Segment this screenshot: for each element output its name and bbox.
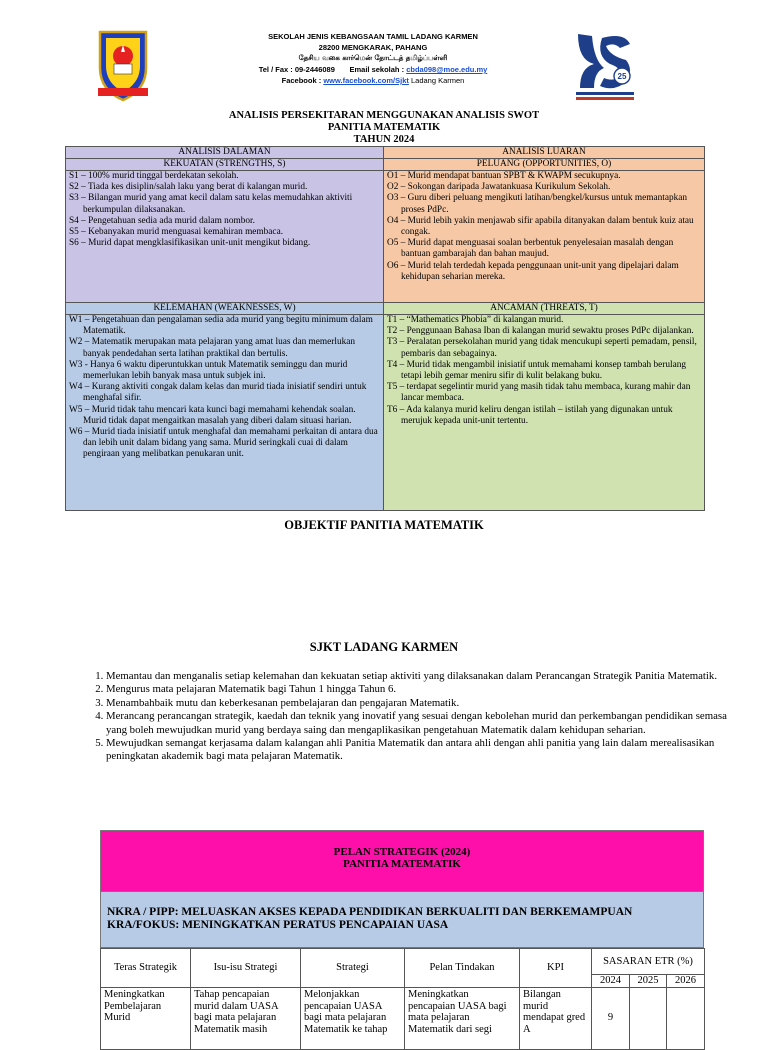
cell-teras: Meningkatkan Pembelajaran Murid [101, 987, 191, 1049]
strengths-cell [66, 171, 384, 303]
strengths-header: KEKUATAN (STRENGTHS, S) [66, 159, 384, 171]
plan-nkra-box [100, 892, 704, 948]
col-teras: Teras Strategik [101, 949, 191, 988]
weakness-item: W3 - Hanya 6 waktu diperuntukkan untuk Matematik seminggu dan murid memerlukan lebih banyak masa untuk subjek ini. [69, 359, 348, 382]
weakness-item: W5 – Murid tidak tahu mencari kata kunci bagi memahami kehendak soalan. Murid tidak dapat mengaitkan masalah yang diberi dalam situasi harian. [69, 404, 356, 426]
objective-item: 1. Memantau dan menganalis setiap kelemahan dan kekuatan setiap aktiviti yang dilaksanakan dalam Perancangan Strategik Panitia Matematik. [106, 670, 746, 683]
school-tamil-name: தேசிய வகை கார்மென் தோட்டத் தமிழ்ப்பள்ளி [298, 54, 448, 62]
doc-title-line2: PANITIA MATEMATIK [327, 122, 441, 133]
school-crest-logo [94, 28, 152, 102]
doc-title-line3: TAHUN 2024 [353, 134, 415, 145]
strategic-plan [100, 830, 704, 1050]
opportunity-item: O1 – Murid mendapat bantuan SPBT & KWAPM secukupnya. [387, 171, 621, 181]
col-year-2025: 2025 [630, 975, 667, 988]
cell-isu: Tahap pencapaian murid dalam UASA bagi mata pelajaran Matematik masih [191, 987, 301, 1049]
facebook-line [200, 75, 546, 86]
cell-pelan: Meningkatkan pencapaian UASA bagi mata pelajaran Matematik dari segi [405, 987, 520, 1049]
svg-text:25: 25 [617, 72, 627, 81]
opportunity-item: O5 – Murid dapat menguasai soalan berbentuk penyelesaian masalah dengan bantuan gambarajah dan bahan maujud. [387, 238, 674, 260]
email-label: Email sekolah : [349, 65, 405, 74]
plan-header [100, 830, 704, 892]
plan-subtitle: PANITIA MATEMATIK [343, 858, 461, 870]
col-isu: Isu-isu Strategi [191, 949, 301, 988]
col-year-2026: 2026 [667, 975, 705, 988]
letterhead [0, 0, 768, 110]
cell-kpi: Bilangan murid mendapat gred A [520, 987, 592, 1049]
objectives-list [78, 670, 746, 764]
threat-item: T6 – Ada kalanya murid keliru dengan istilah – istilah yang digunakan untuk merujuk kepada unit-unit tertentu. [387, 404, 673, 426]
plan-table [100, 948, 705, 1050]
opportunity-item: O4 – Murid lebih yakin menjawab sifir apabila ditanyakan dalam bentuk kuiz atau congak. [387, 215, 694, 238]
strength-item: S1 – 100% murid tinggal berdekatan sekolah. [69, 171, 239, 181]
weakness-item: W2 – Matematik merupakan mata pelajaran yang amat luas dan memerlukan banyak pendedahan serta latihan praktikal dan bertulis. [69, 337, 356, 359]
facebook-suffix: Ladang Karmen [410, 76, 465, 85]
objective-item: 5. Mewujudkan semangat kerjasama dalam kalangan ahli Panitia Matematik dan antara ahli dengan ahli panitia yang lain dalam merealisasikan peningkatan akademik bagi mata pelajaran Matematik. [106, 737, 746, 764]
school-address: 28200 MENGKARAK, PAHANG [318, 43, 428, 52]
objective-item: 4. Merancang perancangan strategik, kaedah dan teknik yang inovatif yang sesuai dengan kebolehan murid dan perkembangan pendidikan semasa yang boleh mewujudkan murid yang berdaya saing dan mengaplikasikan pengetahuan Matematik dalam kehidupan seharian. [106, 710, 746, 737]
col-pelan: Pelan Tindakan [405, 949, 520, 988]
weaknesses-header: KELEMAHAN (WEAKNESSES, W) [66, 303, 384, 315]
strength-item: S5 – Kebanyakan murid menguasai kemahiran membaca. [69, 227, 284, 238]
plan-title: PELAN STRATEGIK (2024) [333, 846, 471, 858]
facebook-link[interactable]: www.facebook.com/Sjkt [323, 76, 409, 85]
threat-item: T1 – “Mathematics Phobia” di kalangan murid. [387, 315, 564, 325]
cell-target-2024: 9 [592, 987, 630, 1049]
school-name: SEKOLAH JENIS KEBANGSAAN TAMIL LADANG KARMEN [268, 32, 478, 41]
col-kpi: KPI [520, 949, 592, 988]
contact-line [200, 64, 546, 75]
weakness-item: W4 – Kurang aktiviti congak dalam kelas dan murid tiada inisiatif sendiri untuk menghafal sifir. [69, 382, 367, 404]
objectives-heading: OBJEKTIF PANITIA MATEMATIK [284, 518, 484, 532]
email-link[interactable]: cbda098@moe.edu.my [406, 65, 488, 74]
opportunity-item: O6 – Murid telah terdedah kepada penggunaan unit-unit yang dipelajari dalam kehidupan seharian mereka. [387, 260, 679, 282]
swot-table [65, 146, 705, 511]
threats-header: ANCAMAN (THREATS, T) [384, 303, 705, 315]
cell-target-2026 [667, 987, 705, 1049]
cell-strategi: Melonjakkan pencapaian UASA bagi mata pelajaran Matematik ke tahap [301, 987, 405, 1049]
col-sasaran: SASARAN ETR (%) [592, 949, 705, 975]
threat-item: T4 – Murid tidak mengambil inisiatif untuk memahami konsep tambah berulang tetapi lebih gemar meniru sifir di kulit belakang buku. [387, 359, 686, 382]
school-heading: SJKT LADANG KARMEN [309, 640, 459, 654]
threats-cell [384, 315, 705, 511]
nkra-text: NKRA / PIPP: MELUASKAN AKSES KEPADA PENDIDIKAN BERKUALITI DAN BERKEMAMPUAN [107, 906, 633, 918]
ministry-25-logo [574, 30, 636, 102]
opportunities-cell [384, 171, 705, 303]
opportunity-item: O3 – Guru diberi peluang mengikuti latihan/bengkel/kursus untuk memantapkan proses PdPc. [387, 193, 688, 215]
threat-item: T5 – terdapat segelintir murid yang masih tidak tahu membaca, kurang mahir dan lancar membaca. [387, 382, 691, 404]
opportunity-item: O2 – Sokongan daripada Jawatankuasa Kurikulum Sekolah. [387, 182, 611, 193]
facebook-label: Facebook : [281, 76, 322, 85]
strength-item: S6 – Murid dapat mengklasifikasikan unit-unit mengikut bidang. [69, 238, 311, 249]
internal-analysis-header: ANALISIS DALAMAN [66, 147, 384, 159]
weaknesses-cell [66, 315, 384, 511]
kra-text: KRA/FOKUS: MENINGKATKAN PERATUS PENCAPAIAN UASA [107, 918, 449, 931]
threat-item: T2 – Penggunaan Bahasa Iban di kalangan murid sewaktu proses PdPc dijalankan. [387, 326, 694, 337]
strength-item: S4 – Pengetahuan sedia ada murid dalam nombor. [69, 215, 255, 226]
doc-title-line1: ANALISIS PERSEKITARAN MENGGUNAKAN ANALISIS SWOT [228, 110, 540, 121]
weakness-item: W1 – Pengetahuan dan pengalaman sedia ada murid yang begitu minimum dalam Matematik. [69, 315, 373, 337]
col-year-2024: 2024 [592, 975, 630, 988]
cell-target-2025 [630, 987, 667, 1049]
opportunities-header: PELUANG (OPPORTUNITIES, O) [384, 159, 705, 171]
strength-item: S3 – Bilangan murid yang amat kecil dalam satu kelas memudahkan aktiviti berkumpulan dilaksanakan. [69, 193, 353, 215]
threat-item: T3 – Peralatan persekolahan murid yang tidak mencukupi seperti pemadam, pensil, pembaris dan sebagainya. [387, 337, 697, 359]
external-analysis-header: ANALISIS LUARAN [384, 147, 705, 159]
phone-text: Tel / Fax : 09-2446089 [258, 65, 335, 74]
weakness-item: W6 – Murid tiada inisiatif untuk menghafal dan memahami perkaitan di antara dua dan lebih unit dalam bidang yang sama. Murid seringkali cuai di dalam pengiraan yang melibatkan penukaran unit. [69, 427, 378, 460]
col-strategi: Strategi [301, 949, 405, 988]
objective-item: 3. Menambahbaik mutu dan keberkesanan pembelajaran dan pengajaran Matematik. [106, 697, 746, 710]
strength-item: S2 – Tiada kes disiplin/salah laku yang berat di kalangan murid. [69, 182, 308, 193]
objective-item: 2. Mengurus mata pelajaran Matematik bagi Tahun 1 hingga Tahun 6. [106, 683, 746, 696]
